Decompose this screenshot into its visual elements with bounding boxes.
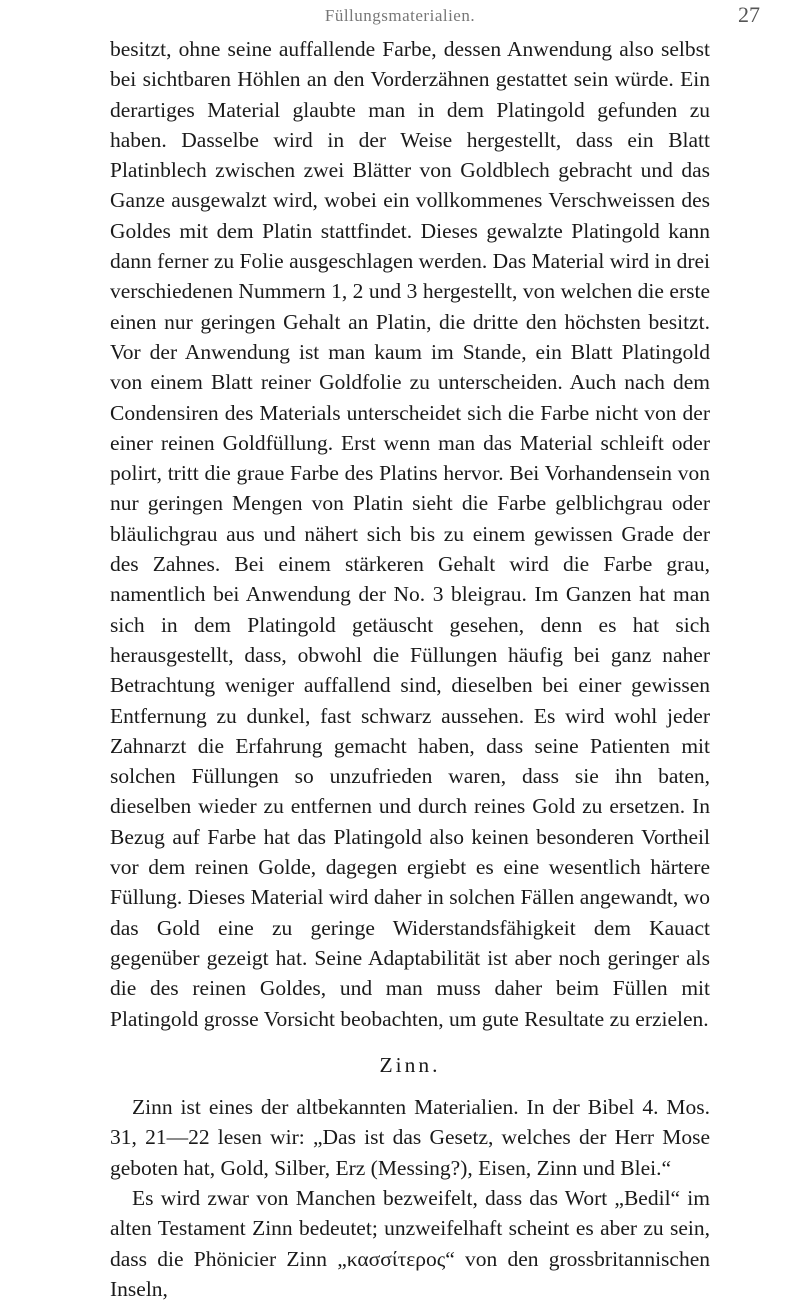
body-text [110,34,710,1304]
paragraph-zinn-intro: Zinn ist eines der altbekannten Materialien. In der Bibel 4. Mos. 31, 21—22 lesen wir: „Das ist das Gesetz, welches der Herr Mose geboten hat, Gold, Silber, Erz (Messing?), Eisen, Zinn und Blei.“ [110,1095,710,1180]
running-head: Füllungsmaterialien. [324,6,476,25]
paragraph-zinn-bedil: Es wird zwar von Manchen bezweifelt, dass das Wort „Bedil“ im alten Testament Zinn bedeutet; unzweifelhaft scheint es aber zu sein, dass die Phönicier Zinn „κασσίτερος“ von den grossbritannischen Inseln, [110,1185,710,1301]
page-number: 27 [738,2,760,27]
paragraph-platingold: besitzt, ohne seine auffallende Farbe, dessen Anwendung also selbst bei sichtbaren Höhlen an den Vorderzähnen gestattet sein würde. Ein derartiges Material glaubte man in dem Platingold gefunden zu haben. Dasselbe wird in der Weise hergestellt, dass ein Blatt Platinblech zwischen zwei Blätter von Goldblech gebracht und das Ganze ausgewalzt wird, wobei ein vollkommenes Verschweissen des Goldes mit dem Platin stattfindet. Dieses gewalzte Platingold kann dann ferner zu Folie ausgeschlagen werden. Das Material wird in drei verschiedenen Nummern 1, 2 und 3 hergestellt, von welchen die erste einen nur geringen Gehalt an Platin, die dritte den höchsten besitzt. Vor der Anwendung ist man kaum im Stande, ein Blatt Platingold von einem Blatt reiner Goldfolie zu unterscheiden. Auch nach dem Condensiren des Materials unterscheidet sich die Farbe nicht von der einer reinen Goldfüllung. Erst wenn man das Material schleift oder polirt, tritt die graue Farbe des Platins hervor. Bei Vorhandensein von nur geringen Mengen von Platin sieht die Farbe gelblichgrau oder bläulichgrau aus und nähert sich bis zu einem gewissen Grade der des Zahnes. Bei einem stärkeren Gehalt wird die Farbe grau, namentlich bei Anwendung der No. 3 bleigrau. Im Ganzen hat man sich in dem Platingold getäuscht gesehen, denn es hat sich herausgestellt, dass, obwohl die Füllungen häufig bei ganz naher Betrachtung weniger auffallend sind, dieselben bei einer gewissen Entfernung zu dunkel, fast schwarz aussehen. Es wird wohl jeder Zahnarzt die Erfahrung gemacht haben, dass seine Patienten mit solchen Füllungen so unzufrieden waren, dass sie ihn baten, dieselben wieder zu entfernen und durch reines Gold zu ersetzen. In Bezug auf Farbe hat das Platingold also keinen besonderen Vortheil vor dem reinen Golde, dagegen ergiebt es eine wesentlich härtere Füllung. Dieses Material wird daher in solchen Fällen angewandt, wo das Gold eine zu geringe Widerstandsfähigkeit dem Kauact gegenüber gezeigt hat. Seine Adaptabilität ist aber noch geringer als die des reinen Goldes, und man muss daher beim Füllen mit Platingold grosse Vorsicht beobachten, um gute Resultate zu erzielen. [110,37,710,1031]
section-heading-zinn: Zinn. [379,1052,441,1077]
